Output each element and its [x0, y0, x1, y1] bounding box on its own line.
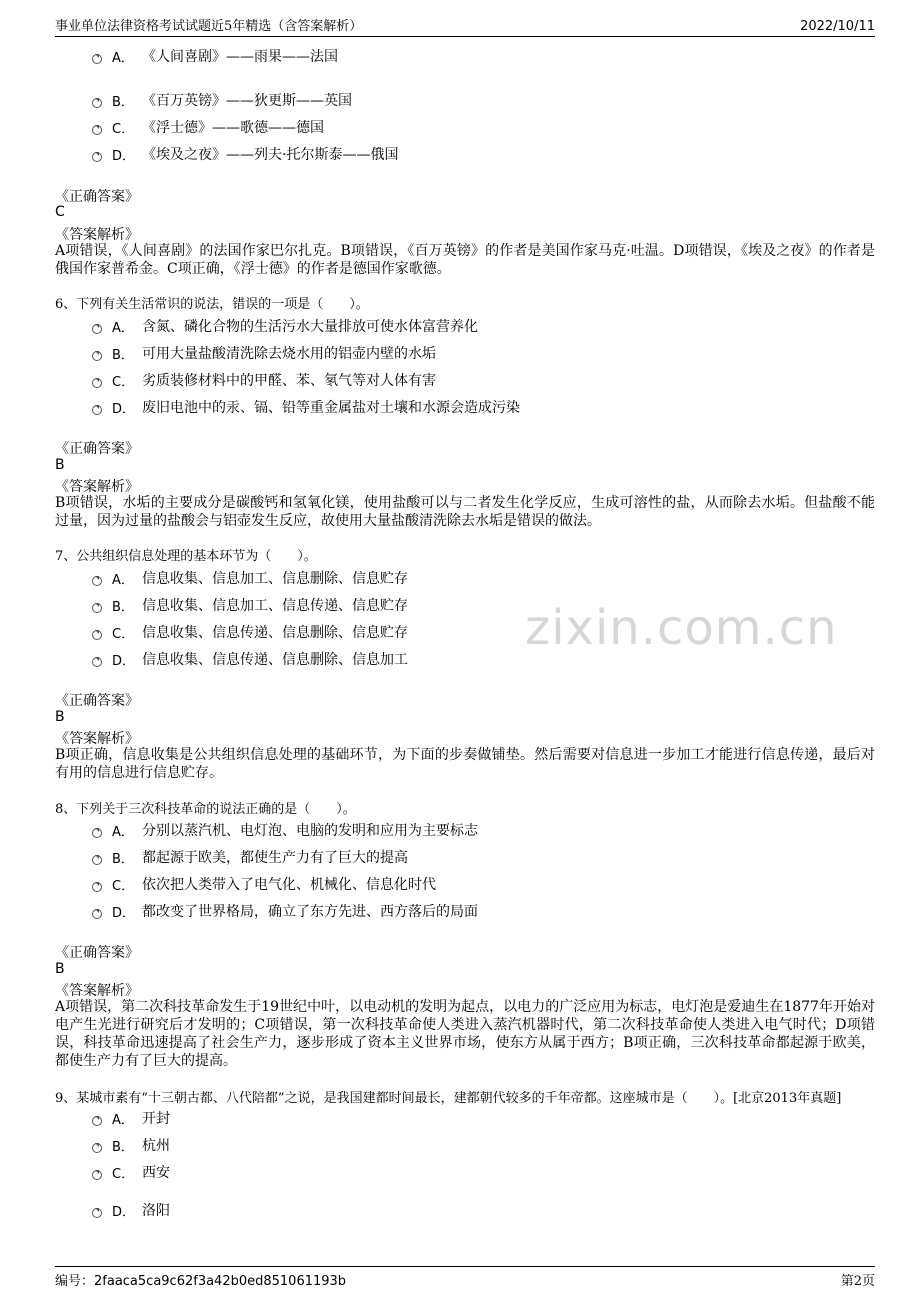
watermark: zixin.com.cn — [525, 600, 838, 656]
document-code: 编号：2faaca5ca9c62f3a42b0ed851061193b — [55, 1274, 347, 1289]
question-stem: 8、下列关于三次科技革命的说法正确的是（ ）。 — [55, 802, 356, 817]
option-radio[interactable]: C． 劣质装修材料中的甲醛、苯、氡气等对人体有害 — [92, 370, 436, 390]
option-radio[interactable]: C． 《浮士德》——歌德——德国 — [92, 117, 324, 137]
option-radio[interactable]: A． 开封 — [92, 1108, 170, 1128]
option-radio[interactable]: A． 《人间喜剧》——雨果——法国 — [92, 46, 338, 66]
correct-answer: B — [55, 709, 65, 725]
correct-answer: C — [55, 204, 65, 220]
radio-icon[interactable] — [92, 1143, 102, 1153]
radio-icon[interactable] — [92, 576, 102, 586]
radio-icon[interactable] — [92, 378, 102, 388]
option-radio[interactable]: A． 信息收集、信息加工、信息删除、信息贮存 — [92, 568, 408, 588]
option-radio[interactable]: D． 洛阳 — [92, 1200, 170, 1220]
radio-icon[interactable] — [92, 630, 102, 640]
radio-icon[interactable] — [92, 657, 102, 667]
option-radio[interactable]: C． 依次把人类带入了电气化、机械化、信息化时代 — [92, 874, 436, 894]
page-header — [55, 8, 875, 37]
radio-icon[interactable] — [92, 324, 102, 334]
radio-icon[interactable] — [92, 152, 102, 162]
option-radio[interactable]: B． 可用大量盐酸清洗除去烧水用的铝壶内壁的水垢 — [92, 343, 436, 363]
radio-icon[interactable] — [92, 1170, 102, 1180]
explanation-text: A项错误，《人间喜剧》的法国作家巴尔扎克。B项错误，《百万英镑》的作者是美国作家马克·吐温。D项错误，《埃及之夜》的作者是俄国作家普希金。C项正确，《浮士德》的作者是德国作家歌德。 — [55, 243, 875, 277]
explanation-text: A项错误，第二次科技革命发生于19世纪中叶，以电动机的发明为起点，以电力的广泛应用为标志，电灯泡是爱迪生在1877年开始对电产生光进行研究后才发明的；C项错误，第一次科技革命使人类进入蒸汽机器时代，第二次科技革命使人类进入电气时代；D项错误，科技革命迅速提高了社会生产力，逐步形成了资本主义世界市场，使东方从属于西方；B项正确，三次科技革命都起源于欧美，都使生产力有了巨大的提高。 — [55, 999, 875, 1069]
radio-icon[interactable] — [92, 54, 102, 64]
correct-answer-label: 《正确答案》 — [55, 441, 139, 457]
radio-icon[interactable] — [92, 1116, 102, 1126]
option-radio[interactable]: B． 《百万英镑》——狄更斯——英国 — [92, 90, 352, 110]
page-footer — [55, 1266, 875, 1289]
explanation-text: B项错误，水垢的主要成分是碳酸钙和氢氧化镁，使用盐酸可以与二者发生化学反应，生成可溶性的盐，从而除去水垢。但盐酸不能过量，因为过量的盐酸会与铝壶发生反应，故使用大量盐酸清洗除去水垢是错误的做法。 — [55, 495, 875, 529]
option-radio[interactable]: D． 都改变了世界格局，确立了东方先进、西方落后的局面 — [92, 901, 478, 921]
explanation-label: 《答案解析》 — [55, 731, 139, 747]
explanation-label: 《答案解析》 — [55, 479, 139, 495]
radio-icon[interactable] — [92, 882, 102, 892]
option-radio[interactable]: B． 杭州 — [92, 1135, 170, 1155]
correct-answer-label: 《正确答案》 — [55, 189, 139, 205]
radio-icon[interactable] — [92, 98, 102, 108]
radio-icon[interactable] — [92, 603, 102, 613]
option-radio[interactable]: D． 废旧电池中的汞、镉、铅等重金属盐对土壤和水源会造成污染 — [92, 397, 520, 417]
radio-icon[interactable] — [92, 1208, 102, 1218]
option-radio[interactable]: D． 信息收集、信息传递、信息删除、信息加工 — [92, 649, 408, 669]
document-date: 2022/10/11 — [800, 19, 875, 34]
question-stem: 6、下列有关生活常识的说法，错误的一项是（ ）。 — [55, 297, 369, 312]
radio-icon[interactable] — [92, 855, 102, 865]
option-radio[interactable]: C． 西安 — [92, 1162, 170, 1182]
explanation-label: 《答案解析》 — [55, 983, 139, 999]
correct-answer: B — [55, 961, 65, 977]
option-radio[interactable]: C． 信息收集、信息传递、信息删除、信息贮存 — [92, 622, 408, 642]
correct-answer: B — [55, 457, 65, 473]
explanation-text: B项正确，信息收集是公共组织信息处理的基础环节，为下面的步奏做铺垫。然后需要对信息进一步加工才能进行信息传递，最后对有用的信息进行信息贮存。 — [55, 747, 875, 781]
radio-icon[interactable] — [92, 828, 102, 838]
option-radio[interactable]: A． 含氮、磷化合物的生活污水大量排放可使水体富营养化 — [92, 316, 478, 336]
radio-icon[interactable] — [92, 405, 102, 415]
correct-answer-label: 《正确答案》 — [55, 945, 139, 961]
option-radio[interactable]: B． 信息收集、信息加工、信息传递、信息贮存 — [92, 595, 408, 615]
option-radio[interactable]: A． 分别以蒸汽机、电灯泡、电脑的发明和应用为主要标志 — [92, 820, 478, 840]
radio-icon[interactable] — [92, 351, 102, 361]
radio-icon[interactable] — [92, 125, 102, 135]
question-stem: 9、某城市素有“十三朝古都、八代陪都”之说，是我国建都时间最长，建都朝代较多的千年帝都。这座城市是（ ）。[北京2013年真题] — [55, 1091, 842, 1106]
option-radio[interactable]: B． 都起源于欧美，都使生产力有了巨大的提高 — [92, 847, 408, 867]
correct-answer-label: 《正确答案》 — [55, 693, 139, 709]
question-stem: 7、公共组织信息处理的基本环节为（ ）。 — [55, 549, 317, 564]
page-number: 第2页 — [840, 1274, 875, 1289]
explanation-label: 《答案解析》 — [55, 227, 139, 243]
document-title: 事业单位法律资格考试试题近5年精选（含答案解析） — [55, 19, 363, 34]
radio-icon[interactable] — [92, 909, 102, 919]
option-radio[interactable]: D． 《埃及之夜》——列夫·托尔斯泰——俄国 — [92, 144, 398, 164]
